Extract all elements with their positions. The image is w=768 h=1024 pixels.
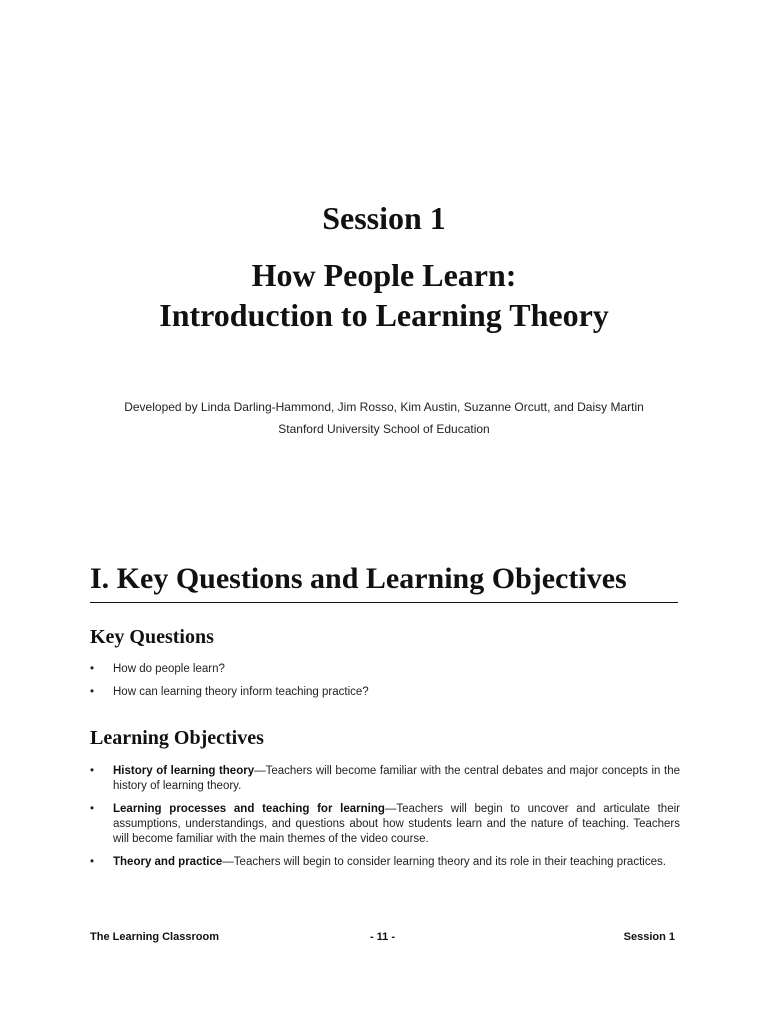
key-questions-heading: Key Questions xyxy=(90,626,214,648)
learning-objectives-list xyxy=(90,764,680,878)
bullet: • xyxy=(90,803,95,815)
section-heading: I. Key Questions and Learning Objectives xyxy=(90,556,678,603)
learning-objectives-heading: Learning Objectives xyxy=(90,727,264,749)
main-title xyxy=(0,255,768,335)
objective-term: Theory and practice xyxy=(113,856,223,868)
list-item xyxy=(90,764,680,794)
credits xyxy=(0,396,768,440)
objective-term: History of learning theory xyxy=(113,765,255,777)
credits-authors: Developed by Linda Darling-Hammond, Jim Rosso, Kim Austin, Suzanne Orcutt, and Daisy Martin xyxy=(124,400,644,414)
objective-term: Learning processes and teaching for learning xyxy=(113,803,385,815)
bullet: • xyxy=(90,765,95,777)
key-question-text: How do people learn? xyxy=(113,663,225,675)
objective-text: —Teachers will become familiar with the central debates and major concepts in the history of learning theory. xyxy=(113,765,681,792)
key-question-text: How can learning theory inform teaching practice? xyxy=(113,686,369,698)
session-title: Session 1 xyxy=(322,200,446,236)
list-item xyxy=(90,685,680,700)
key-questions-list xyxy=(90,662,680,708)
credits-institution: Stanford University School of Education xyxy=(278,422,490,436)
list-item xyxy=(90,662,680,677)
main-title-line-1: How People Learn: xyxy=(251,257,517,293)
bullet: • xyxy=(90,686,95,698)
list-item xyxy=(90,855,680,870)
footer-session: Session 1 xyxy=(623,931,675,943)
objective-text: —Teachers will begin to uncover and articulate their assumptions, understandings, and questions about how students learn and the nature of teaching. Teachers will become familiar with the main themes of the video course. xyxy=(113,803,680,845)
main-title-line-2: Introduction to Learning Theory xyxy=(159,297,609,333)
bullet: • xyxy=(90,856,95,868)
objective-text: —Teachers will begin to consider learning theory and its role in their teaching practices. xyxy=(222,856,666,868)
footer-publication: The Learning Classroom xyxy=(90,931,219,943)
bullet: • xyxy=(90,663,95,675)
footer-page-number: - 11 - xyxy=(369,931,396,943)
list-item xyxy=(90,802,680,847)
